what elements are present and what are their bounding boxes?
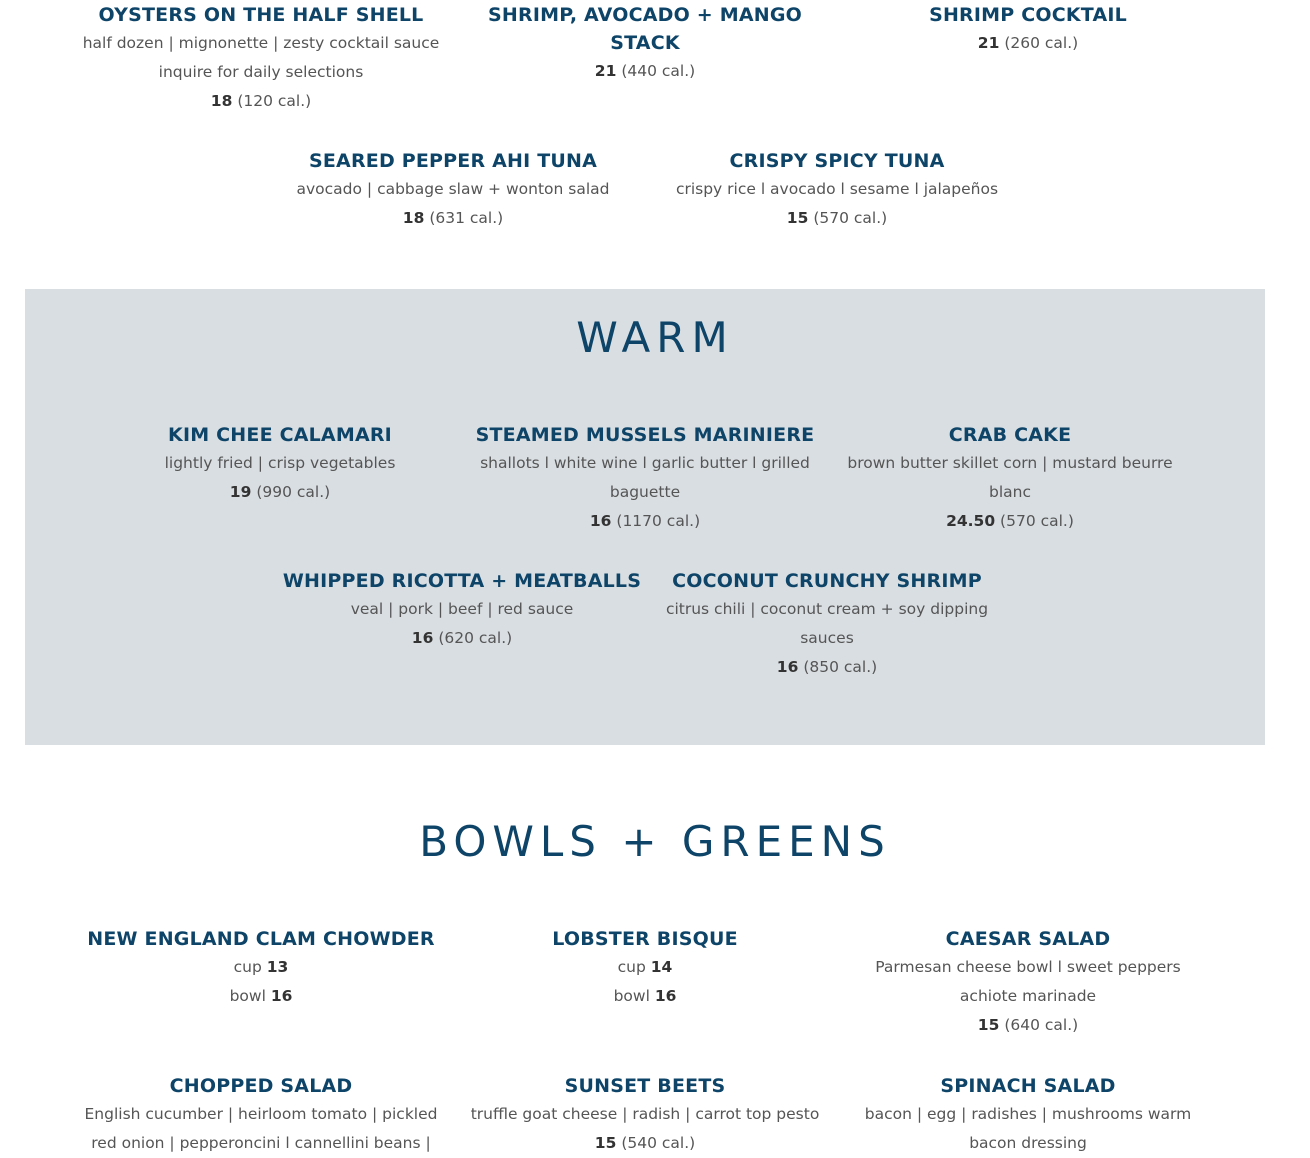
- menu-item-price: 21: [977, 34, 1000, 52]
- menu-item-calories: (540 cal.): [621, 1134, 696, 1152]
- menu-item-description: avocado | cabbage slaw + wonton salad: [296, 180, 610, 198]
- menu-item-price-line: [475, 507, 815, 536]
- menu-item-name: WHIPPED RICOTTA + MEATBALLS: [282, 570, 642, 592]
- menu-item-shrimp-cocktail: [848, 1, 1208, 58]
- menu-item-price-line: [455, 1129, 835, 1158]
- menu-item-calories: (570 cal.): [813, 209, 888, 227]
- menu-item-calories: (570 cal.): [1000, 512, 1074, 530]
- menu-item-shrimp-avocado-mango: [480, 1, 810, 86]
- cup-price: 14: [650, 958, 673, 976]
- menu-item-caesar-salad: [848, 925, 1208, 1040]
- menu-item-name: LOBSTER BISQUE: [552, 928, 738, 950]
- menu-item-price-line: [662, 653, 992, 682]
- menu-item-name: SPINACH SALAD: [940, 1075, 1116, 1097]
- menu-item-calories: (260 cal.): [1004, 34, 1079, 52]
- menu-item-name: CHOPPED SALAD: [169, 1075, 353, 1097]
- menu-item-chopped-salad: [78, 1072, 444, 1158]
- bowl-price: 16: [270, 987, 293, 1005]
- menu-item-calories: (440 cal.): [621, 62, 696, 80]
- menu-item-kim-chee-calamari: [110, 421, 450, 507]
- menu-item-description: crispy rice l avocado l sesame l jalapeños: [675, 180, 999, 198]
- menu-item-price: 16: [589, 512, 612, 530]
- menu-item-name: KIM CHEE CALAMARI: [168, 424, 392, 446]
- menu-item-price: 15: [786, 209, 809, 227]
- menu-item-description: inquire for daily selections: [158, 63, 364, 81]
- menu-item-price-line: [283, 204, 623, 233]
- menu-item-name: NEW ENGLAND CLAM CHOWDER: [87, 928, 435, 950]
- menu-item-steamed-mussels: [475, 421, 815, 536]
- menu-item-price: 18: [402, 209, 425, 227]
- menu-item-name: SHRIMP COCKTAIL: [929, 4, 1127, 26]
- menu-item-name: CAESAR SALAD: [945, 928, 1111, 950]
- menu-item-price: 16: [411, 629, 434, 647]
- section-title-bowls-greens: BOWLS + GREENS: [419, 817, 891, 866]
- menu-item-price-line: [277, 624, 647, 653]
- menu-item-seared-ahi-tuna: [283, 147, 623, 233]
- menu-item-price: 15: [594, 1134, 617, 1152]
- bowl-label: bowl: [229, 987, 266, 1005]
- menu-item-sunset-beets: [455, 1072, 835, 1158]
- menu-item-cup-line: [475, 953, 815, 982]
- menu-item-clam-chowder: [78, 925, 444, 1011]
- menu-item-calories: (1170 cal.): [616, 512, 701, 530]
- menu-item-calories: (120 cal.): [237, 92, 312, 110]
- menu-item-price: 15: [977, 1016, 1000, 1034]
- cup-label: cup: [233, 958, 262, 976]
- menu-item-crispy-spicy-tuna: [662, 147, 1012, 233]
- menu-item-calories: (640 cal.): [1004, 1016, 1079, 1034]
- menu-item-description: truffle goat cheese | radish | carrot top pesto: [470, 1105, 820, 1123]
- menu-item-calories: (620 cal.): [438, 629, 513, 647]
- menu-item-name: SHRIMP, AVOCADO + MANGO STACK: [488, 4, 802, 54]
- menu-item-cup-line: [78, 953, 444, 982]
- menu-item-name: CRISPY SPICY TUNA: [729, 150, 945, 172]
- menu-item-calories: (990 cal.): [256, 483, 331, 501]
- menu-item-description: half dozen | mignonette | zesty cocktail sauce: [82, 34, 440, 52]
- cup-price: 13: [266, 958, 289, 976]
- menu-item-price-line: [662, 204, 1012, 233]
- menu-item-description: Parmesan cheese bowl l sweet peppers achiote marinade: [875, 958, 1181, 1005]
- menu-item-price-line: [480, 57, 810, 86]
- menu-item-spinach-salad: [848, 1072, 1208, 1158]
- menu-item-coconut-crunchy-shrimp: [662, 567, 992, 682]
- menu-item-price-line: [110, 478, 450, 507]
- menu-item-description: brown butter skillet corn | mustard beurre blanc: [847, 454, 1173, 501]
- menu-item-name: STEAMED MUSSELS MARINIERE: [475, 424, 815, 446]
- menu-item-crab-cake: [840, 421, 1180, 536]
- section-title-warm: WARM: [576, 313, 734, 362]
- menu-item-bowl-line: [78, 982, 444, 1011]
- menu-item-description: citrus chili | coconut cream + soy dipping sauces: [665, 600, 989, 647]
- menu-item-description: bacon | egg | radishes | mushrooms warm bacon dressing: [864, 1105, 1192, 1152]
- menu-item-name: COCONUT CRUNCHY SHRIMP: [672, 570, 982, 592]
- menu-item-description: lightly fried | crisp vegetables: [164, 454, 396, 472]
- menu-item-calories: (631 cal.): [429, 209, 504, 227]
- menu-item-description: English cucumber | heirloom tomato | pickled red onion | pepperoncini l cannellini beans |: [84, 1105, 438, 1152]
- menu-item-oysters: [78, 1, 444, 116]
- menu-item-price-line: [848, 29, 1208, 58]
- menu-item-price: 16: [776, 658, 799, 676]
- menu-item-price: 19: [229, 483, 252, 501]
- cup-label: cup: [617, 958, 646, 976]
- menu-item-price: 18: [210, 92, 233, 110]
- menu-item-description: shallots l white wine l garlic butter l grilled baguette: [480, 454, 810, 501]
- menu-item-calories: (850 cal.): [803, 658, 878, 676]
- menu-item-name: SUNSET BEETS: [564, 1075, 726, 1097]
- bowl-price: 16: [654, 987, 677, 1005]
- menu-item-name: OYSTERS ON THE HALF SHELL: [98, 4, 424, 26]
- menu-item-price-line: [848, 1011, 1208, 1040]
- menu-item-price: 21: [594, 62, 617, 80]
- menu-item-lobster-bisque: [475, 925, 815, 1011]
- menu-item-price-line: [840, 507, 1180, 536]
- menu-item-bowl-line: [475, 982, 815, 1011]
- menu-item-price: 24.50: [946, 512, 996, 530]
- menu-item-name: CRAB CAKE: [948, 424, 1072, 446]
- menu-item-whipped-ricotta-meatballs: [277, 567, 647, 653]
- menu-item-price-line: [78, 87, 444, 116]
- menu-item-name: SEARED PEPPER AHI TUNA: [308, 150, 598, 172]
- bowl-label: bowl: [613, 987, 650, 1005]
- menu-item-description: veal | pork | beef | red sauce: [350, 600, 574, 618]
